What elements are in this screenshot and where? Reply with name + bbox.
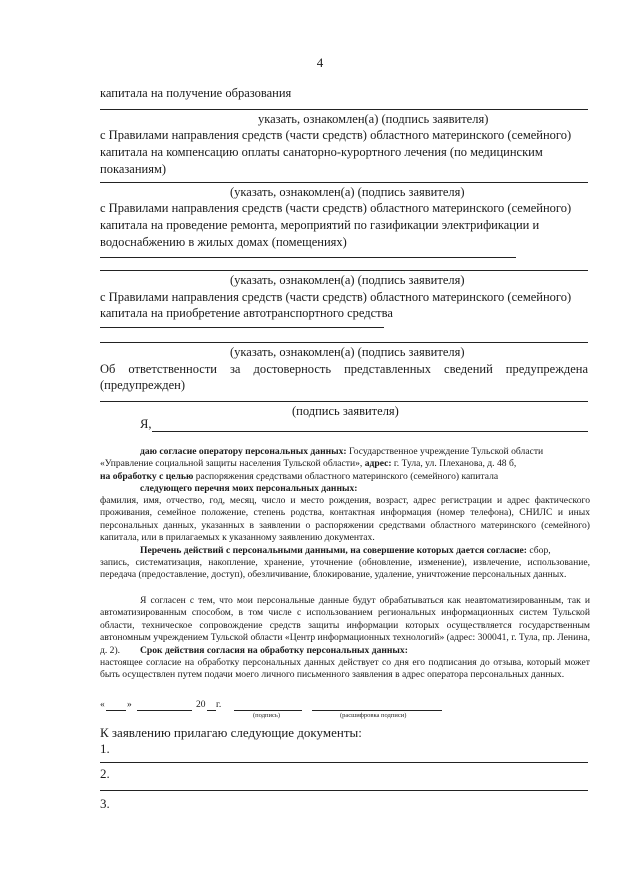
date-year-prefix: 20: [196, 700, 206, 710]
page-number: 4: [316, 55, 324, 70]
attachment-item-3: 3.: [100, 796, 110, 811]
consent-data-list-heading: следующего перечня моих персональных данных:: [140, 483, 358, 494]
date-year-suffix: г.: [216, 700, 222, 710]
block4-line2: капитала на приобретение автотранспортного средства: [100, 306, 393, 320]
block2-signature-line: [100, 182, 588, 183]
consent-data-list: фамилия, имя, отчество, год, месяц, число и место рождения, возраст, адрес регистрации и адрес фактического проживания, семейное положение, степень родства, контактная информация (номер телефона), СНИЛС и иных персональных данных, указанных в заявлении о распоряжении средствами областного материнского (семейного) капитала, или в прилагаемых к указанному заявлению документах.: [100, 495, 590, 544]
block1-caption: указать, ознакомлен(а) (подпись заявителя): [258, 112, 489, 126]
attachment-line-1[interactable]: [100, 762, 588, 763]
block4-caption: (указать, ознакомлен(а) (подпись заявителя): [230, 345, 465, 359]
consent-address-label: адрес:: [362, 458, 392, 470]
block3-line3: водоснабжению в жилых домах (помещениях): [100, 235, 347, 249]
block2-line3: показаниям): [100, 162, 167, 176]
consent-actions: запись, систематизация, накопление, хранение, уточнение (обновление, изменение), извлечение, использование, передача (предоставление, доступ), обезличивание, блокирование, удаление, уничтожение персональных данных.: [100, 557, 590, 581]
name-fill-line: [152, 431, 588, 432]
block2-caption: (указать, ознакомлен(а) (подпись заявителя): [230, 185, 465, 199]
attachment-item-2: 2.: [100, 766, 110, 781]
consent-processing: Я согласен с тем, что мои персональные данные будут обрабатываться как неавтоматизированным, так и автоматизированным способом, в том числе с использованием региональных информационных систем Тульской области, техническое сопровождение средств защиты информации которых осуществляется государственным автономным учреждением Тульской области «Центр информационных технологий» (адрес: 300041, г. Тула, пр. Ленина, д. 2).: [100, 595, 590, 656]
consent-term-heading: Срок действия согласия на обработку персональных данных:: [140, 645, 408, 656]
block3-signature-line-1: [100, 257, 516, 258]
date-open-quote: «: [100, 700, 105, 710]
consent-term: настоящее согласие на обработку персональных данных действует со дня его подписания до отзыва, который может быть осуществлен путем подачи моего личного письменного заявления в адрес оператора персональных данных.: [100, 657, 590, 681]
signature-line[interactable]: [234, 710, 302, 711]
block3-line2: капитала на проведение ремонта, мероприятий по газификации электрификации и: [100, 218, 540, 232]
block3-line1: с Правилами направления средств (части средств) областного материнского (семейного): [100, 201, 572, 215]
block4-signature-line-1: [100, 327, 384, 328]
consent-operator-rest: Государственное учреждение Тульской области: [346, 446, 544, 457]
date-month-line[interactable]: [137, 710, 192, 711]
block4-signature-line-2: [100, 342, 588, 343]
date-day-line[interactable]: [106, 710, 126, 711]
block3-signature-line-2: [100, 270, 588, 271]
block2-line1: с Правилами направления средств (части средств) областного материнского (семейного): [100, 128, 572, 142]
block3-caption: (указать, ознакомлен(а) (подпись заявителя): [230, 273, 465, 287]
consent-address: г. Тула, ул. Плеханова, д. 48 б,: [391, 458, 517, 470]
block5-line1: Об ответственности за достоверность представленных сведений предупреждена: [100, 362, 588, 376]
block5-line2: (предупрежден): [100, 378, 185, 392]
signature-decode-caption: (расшифровка подписи): [340, 712, 407, 719]
ya-label: Я,: [140, 417, 152, 431]
block2-line2: капитала на компенсацию оплаты санаторно-курортного лечения (по медицинским: [100, 145, 543, 159]
attachment-item-1: 1.: [100, 741, 110, 756]
consent-operator: [100, 446, 590, 483]
block4-line1: с Правилами направления средств (части средств) областного материнского (семейного): [100, 290, 572, 304]
block5-caption: (подпись заявителя): [292, 404, 399, 418]
block5-signature-line: [100, 401, 588, 402]
date-year-line[interactable]: [207, 710, 216, 711]
attachment-line-2[interactable]: [100, 790, 588, 791]
consent-actions-heading: Перечень действий с персональными данными, на совершение которых дается согласие: сбор,: [140, 545, 551, 556]
consent-purpose: распоряжения средствами областного материнского (семейного) капитала: [193, 470, 499, 482]
signature-caption: (подпись): [253, 712, 280, 719]
consent-operator-name: «Управление социальной защиты населения Тульской области»,: [100, 458, 363, 470]
consent-purpose-label: на обработку с целью: [100, 470, 194, 482]
block1-signature-line: [100, 109, 588, 110]
block1-text: капитала на получение образования: [100, 86, 292, 100]
consent-operator-bold: даю согласие оператору персональных данных:: [140, 446, 347, 457]
date-close-quote: »: [127, 700, 132, 710]
attachments-heading: К заявлению прилагаю следующие документы:: [100, 725, 362, 740]
signature-decode-line[interactable]: [312, 710, 442, 711]
